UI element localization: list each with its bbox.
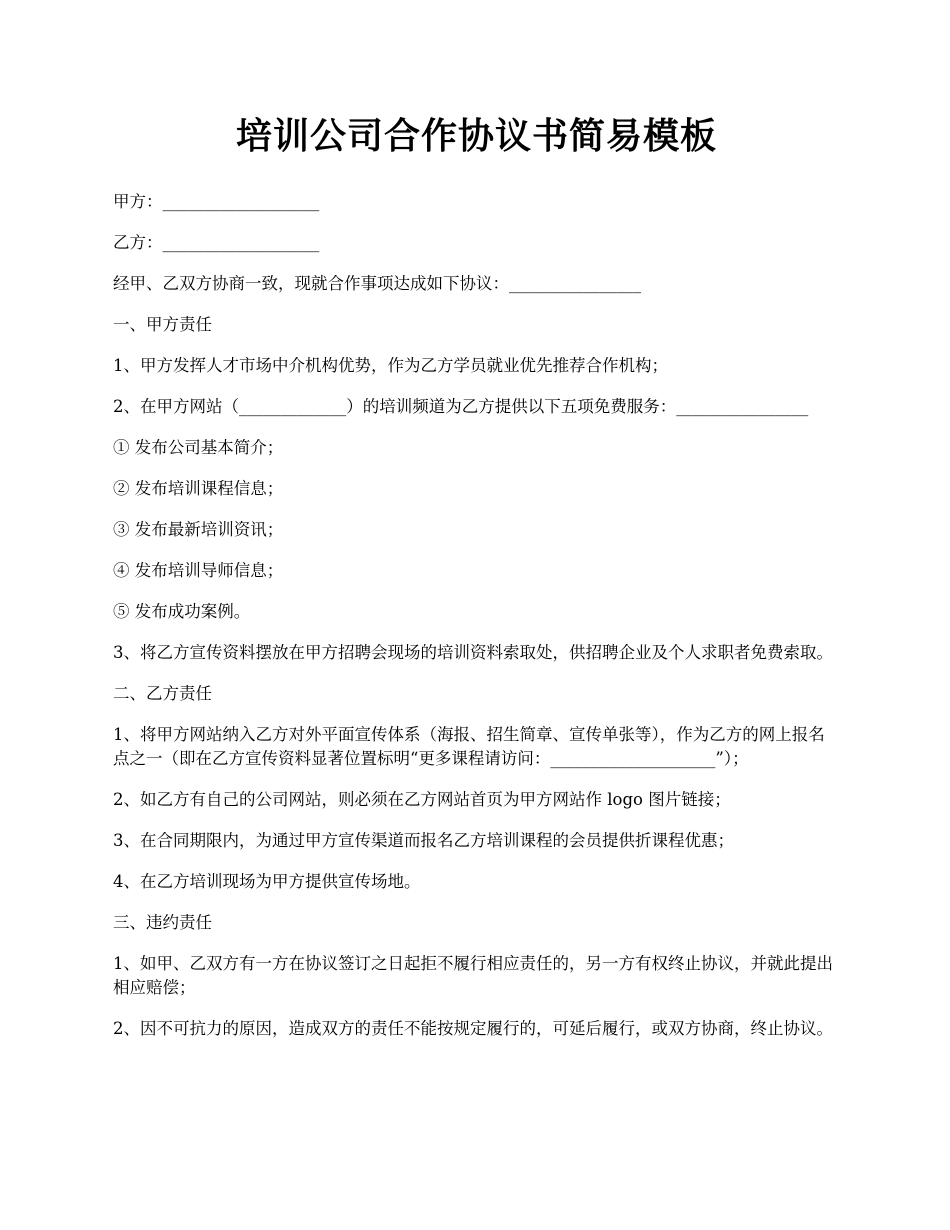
service-item: ⑤ 发布成功案例。 — [113, 602, 251, 621]
party-b-line: 乙方：___________________ — [113, 233, 320, 252]
party-a-line: 甲方：___________________ — [113, 192, 320, 211]
section-3-heading: 三、违约责任 — [113, 913, 212, 932]
section-3-item: 2、因不可抗力的原因，造成双方的责任不能按规定履行的，可延后履行，或双方协商，终止协议。 — [113, 1019, 833, 1038]
section-2-item: 2、如乙方有自己的公司网站，则必须在乙方网站首页为甲方网站作 logo 图片链接； — [113, 790, 731, 809]
section-2-item: 4、在乙方培训现场为甲方提供宣传场地。 — [113, 872, 421, 891]
section-1-item: 2、在甲方网站（_____________）的培训频道为乙方提供以下五项免费服务：________________ — [113, 397, 809, 416]
section-1-item: 1、甲方发挥人才市场中介机构优势，作为乙方学员就业优先推荐合作机构； — [113, 356, 668, 375]
section-2-item: 3、在合同期限内，为通过甲方宣传渠道而报名乙方培训课程的会员提供折课程优惠； — [113, 831, 734, 850]
service-item: ① 发布公司基本简介； — [113, 438, 284, 457]
section-2-item: 1、将甲方网站纳入乙方对外平面宣传体系（海报、招生简章、宣传单张等），作为乙方的网上报名点之一（即在乙方宣传资料显著位置标明“更多课程请访问：____________________”）； — [113, 725, 825, 768]
section-1-heading: 一、甲方责任 — [113, 315, 212, 334]
service-item: ② 发布培训课程信息； — [113, 479, 284, 498]
section-1-item: 3、将乙方宣传资料摆放在甲方招聘会现场的培训资料索取处，供招聘企业及个人求职者免费索取。 — [113, 643, 833, 662]
document-title: 培训公司合作协议书简易模板 — [235, 115, 717, 157]
service-item: ③ 发布最新培训资讯； — [113, 520, 284, 539]
intro-paragraph: 经甲、乙双方协商一致，现就合作事项达成如下协议：________________ — [113, 274, 641, 293]
section-3-item: 1、如甲、乙双方有一方在协议签订之日起拒不履行相应责任的，另一方有权终止协议，并就此提出相应赔偿； — [113, 954, 833, 997]
service-item: ④ 发布培训导师信息； — [113, 561, 284, 580]
document-page — [113, 108, 840, 1058]
section-2-heading: 二、乙方责任 — [113, 684, 212, 703]
